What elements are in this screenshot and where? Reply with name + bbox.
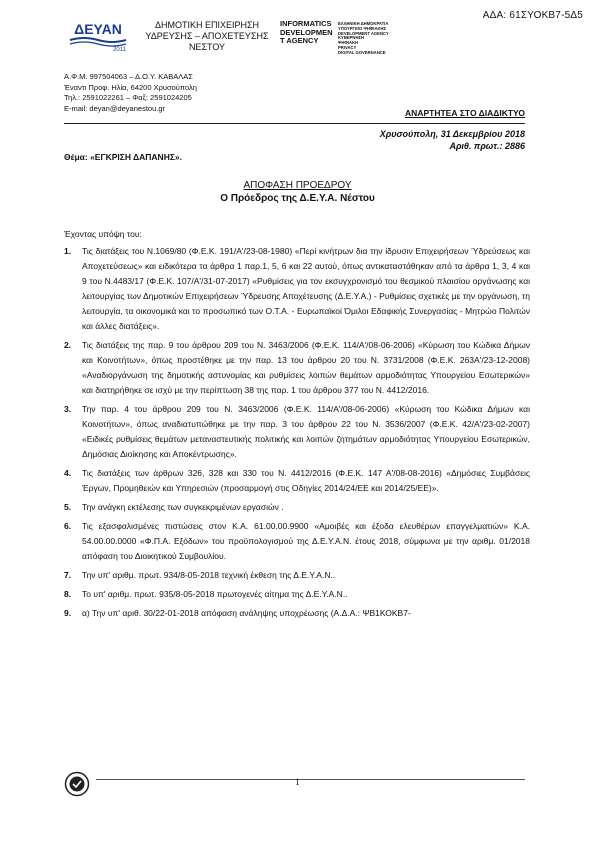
phone-line: Τηλ.: 2591022261 – Φαξ: 2591024205 <box>64 93 192 102</box>
email-line: E-mail: deyan@deyanestou.gr <box>64 103 166 113</box>
list-item-text: Το υπ' αριθμ. πρωτ. 935/8-05-2018 πρωτογενές αίτημα της Δ.Ε.Υ.Α.Ν.. <box>82 589 348 599</box>
subject-line: Θέμα: «ΕΓΚΡΙΣΗ ΔΑΠΑΝΗΣ». <box>64 152 183 162</box>
list-item-number: 2. <box>64 340 72 350</box>
list-item-number: 9. <box>64 608 72 618</box>
list-item <box>64 402 530 462</box>
list-item-text: Την ανάγκη εκτέλεσης των συγκεκριμένων εργασιών . <box>82 502 284 512</box>
list-item-number: 7. <box>64 570 72 580</box>
intro-line: Έχοντας υπόψη του: <box>64 229 142 239</box>
considerations-list <box>64 244 530 625</box>
ada-code: ΑΔΑ: 61ΣΥΟΚΒ7-5Δ5 <box>482 10 583 21</box>
list-item-number: 8. <box>64 589 72 599</box>
list-item <box>64 500 530 515</box>
list-item-text: Την υπ' αριθμ. πρωτ. 934/8-05-2018 τεχνική έκθεση της Δ.Ε.Υ.Α.Ν.. <box>82 570 336 580</box>
list-item-text: α) Την υπ' αριθ. 30/22-01-2018 απόφαση ανάληψης υποχρέωσης (Α.Δ.Α.: ΨΒ1ΚΟΚΒ7- <box>82 608 411 618</box>
afm-line: Α.Φ.Μ. 997504063 – Δ.Ο.Υ. ΚΑΒΑΛΑΣ <box>64 72 193 81</box>
agency-small-print: ΕΛΛΗΝΙΚΗ ΔΗΜΟΚΡΑΤΙΑ ΥΠΟΥΡΓΕΙΟ ΨΗΦΙΑΚΗΣ DEVELOPMENT AGENCY ΚΥΒΕΡΝΗΣΗ ΨΗΦΙΑΚΗ PRIVACY DIGITAL GOVERNANCE <box>338 21 389 55</box>
list-item-text: Την παρ. 4 του άρθρου 209 του Ν. 3463/2006 (Φ.Ε.Κ. 114/Α'/08-06-2006) «Κύρωση του Κώδικα Δήμων και Κοινοτήτων», όπως αναδιατυπώθηκε με την παρ. 3 του άρθρου 22 του Ν. 3536/2007 (Φ.Ε.Κ. 42/Α'/23-02-2007) «Ειδικές ρυθμίσεις θεμάτων μεταναστευτικής πολιτικής και λοιπών ζητημάτων αρμοδιότητας Υπουργείου Εσωτερικών, Δημόσιας Διοίκησης και Αποκέντρωσης». <box>82 404 530 459</box>
list-item-number: 3. <box>64 404 72 414</box>
decision-heading <box>0 179 595 205</box>
list-item-number: 4. <box>64 468 72 478</box>
list-item <box>64 338 530 398</box>
list-item <box>64 606 530 621</box>
informatics-agency-label: INFORMATICS DEVELOPMEN T AGENCY <box>280 19 333 45</box>
list-item-number: 6. <box>64 521 72 531</box>
internet-posting-notice: ΑΝΑΡΤΗΤΕΑ ΣΤΟ ΔΙΑΔΙΚΤΥΟ <box>405 108 525 118</box>
list-item-text: Τις εξασφαλισμένες πιστώσεις στον Κ.Α. 61.00.00.9900 «Αμοιβές και έξοδα ελευθέρων επαγγελματιών» Κ.Α. 54.00.00.0000 «Φ.Π.Α. Εξόδων» του προϋπολογισμού της Δ.Ε.Υ.Α.Ν. έτους 2018, σύμφωνα με την αριθμ. 01/2018 απόφαση του Διοικητικού Συμβουλίου. <box>82 521 530 561</box>
deyan-logo <box>66 18 130 52</box>
list-item <box>64 568 530 583</box>
svg-text:ΔΕΥΑΝ: ΔΕΥΑΝ <box>74 21 122 37</box>
list-item <box>64 519 530 564</box>
list-item-text: Τις διατάξεις της παρ. 9 του άρθρου 209 του Ν. 3463/2006 (Φ.Ε.Κ. 114/Α'/08-06-2006) «Κύρωση του Κώδικα Δήμων και Κοινοτήτων», όπως προστέθηκε με την παρ. 13 του άρθρου 20 του Ν. 3731/2008 (Φ.Ε.Κ. 263Α'/23-12-2008) «Αναδιοργάνωση της δημοτικής αστυνομίας και ρυθμίσεις λοιπών θεμάτων αρμοδιότητας Υπουργείου Εσωτερικών» και διατηρήθηκε σε ισχύ με την περίπτωση 38 της παρ. 1 του άρθρου 377 του Ν. 4412/2016. <box>82 340 530 395</box>
decision-subtitle: Ο Πρόεδρος της Δ.Ε.Υ.Α. Νέστου <box>220 193 375 204</box>
list-item <box>64 244 530 334</box>
street-line: Έναντι Προφ. Ηλία, 64200 Χρυσούπολη <box>64 82 197 92</box>
list-item <box>64 587 530 602</box>
organization-name: ΔΗΜΟΤΙΚΗ ΕΠΙΧΕΙΡΗΣΗ ΥΔΡΕΥΣΗΣ – ΑΠΟΧΕΤΕΥΣΗΣ ΝΕΣΤΟΥ <box>145 20 269 52</box>
svg-text:2011: 2011 <box>113 47 126 52</box>
header-divider <box>64 123 525 124</box>
address-block <box>64 72 197 114</box>
decision-title: ΑΠΟΦΑΣΗ ΠΡΟΕΔΡΟΥ <box>243 180 352 191</box>
list-item-text: Τις διατάξεις των άρθρων 326, 328 και 330 του Ν. 4412/2016 (Φ.Ε.Κ. 147 Α'/08-08-2016) «Δημόσιες Συμβάσεις Έργων, Προμηθειών και Υπηρεσιών (προσαρμογή στις Οδηγίες 2014/24/ΕΕ και 2014/25/ΕΕ)». <box>82 468 530 493</box>
date-line: Χρυσούπολη, 31 Δεκεμβρίου 2018 <box>379 129 525 139</box>
list-item-text: Τις διατάξεις του Ν.1069/80 (Φ.Ε.Κ. 191/Α'/23-08-1980) «Περί κινήτρων δια την ίδρυσιν Επιχειρήσεων Ύδρεύσεως και Αποχετεύσεως» και ειδικότερα τα άρθρα 1 παρ.1, 5, 6 και 22 αυτού, όπως αντικαταστάθηκαν από τα άρθρα 1, 3, 4 και 9 του Ν.4483/17 (Φ.Ε.Κ. 107/Α'/31-07-2017) «Ρυθμίσεις για τον εκσυγχρονισμό του θεσμικού πλαισίου οργάνωσης και λειτουργίας των Δημοτικών Επιχειρήσεων Ύδρευσης Αποχέτευσης (Δ.Ε.Υ.Α.) - Ρυθμίσεις σχετικές με την οργάνωση, τη λειτουργία, τα οικονομικά και το προσωπικό των Ο.Τ.Α. - Ευρωπαϊκοί Όμιλοι Εδαφικής Συνεργασίας - Μητρώο Πολιτών και άλλες διατάξεις». <box>82 246 530 331</box>
list-item <box>64 466 530 496</box>
date-block <box>380 128 525 152</box>
page-number: 1 <box>295 777 300 787</box>
protocol-number: Αριθ. πρωτ.: 2886 <box>449 141 525 151</box>
list-item-number: 5. <box>64 502 72 512</box>
list-item-number: 1. <box>64 246 72 256</box>
